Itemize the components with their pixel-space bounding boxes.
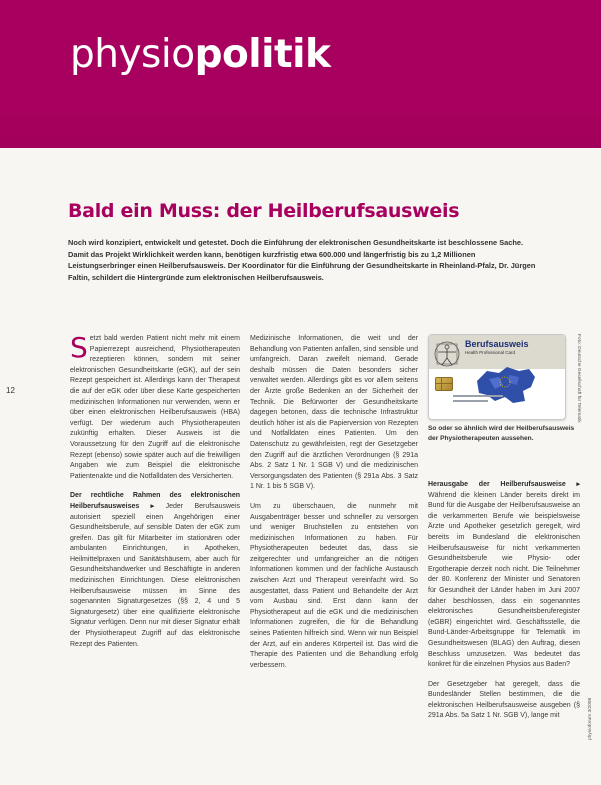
column-1-text-2: Jeder Berufsausweis autorisiert speziell einen Angehörigen einer Gesundheitsberufe, auf sensible Daten der eGK zum greifen. Das gilt für Mitarbeiter im stationären oder ambulanten Einrichtungen, in Apotheken, Heilmittelpraxen und Sanitätshäusern, aber auch für Gesundheitshandwerker und Beschäftigte in anderen medizinischen Einrichtungen. Diese elektronischen Heilberufsausweise müssen im Sinne des sogenannten Signaturgesetzes (§§ 2, 4 und 5 Signaturgesetz) über eine qualifizierte elektronische Signatur verfügen. Denn nur mit dieser Signatur erhält der Physiotherapeut Zugriff auf das elektronische Rezept des Patienten. xyxy=(70,502,241,648)
section-title-light: physio xyxy=(70,32,195,77)
section-title xyxy=(70,32,330,77)
card-line xyxy=(453,400,488,402)
card-subtitle: Health Professional Card xyxy=(465,350,516,355)
health-card-photo xyxy=(428,334,566,420)
card-title: Berufsausweis xyxy=(465,339,529,349)
side-note xyxy=(580,680,593,740)
column-2 xyxy=(250,334,418,680)
column-2-paragraph-1: Medizinische Informationen, die weit und der Behandlung von Patienten anfallen, sind sensible und umfangreich. Daran zweifelt niemand. Gerade deshalb müssen die Daten besonders sicher verwaltet werden. Allerdings gibt es vor allem seitens der Ärzte große Bedenken an der Sicherheit der Technik. Die Befürworter der Gesundheitskarte dagegen betonen, dass die technische Infrastruktur deutlich höher ist als die Papierversion von Rezepten und Notfalldaten eines Patienten. Um den Datenschutz zu gewährleisten, regt der Gesetzgeber den Zugriff auf die ärztlichen Verordnungen (§ 291a Abs. 2 Satz 1 Nr. 1 SGB V) und die medizinischen Versorgungsdaten des Patienten (§ 291a Abs. 3 Satz 1 Nr. 1 bis 5 SGB V). xyxy=(250,335,418,491)
header-band xyxy=(0,0,601,148)
page-number: 12 xyxy=(6,386,15,395)
article-headline: Bald ein Muss: der Heilberufsausweis xyxy=(68,200,460,222)
column-1 xyxy=(70,331,241,659)
card-text-lines xyxy=(453,395,503,405)
figure-caption: So oder so ähnlich wird der Heilberufsausweis der Physiotherapeuten aussehen. xyxy=(428,425,575,442)
subhead-rechtlicher-rahmen: Der rechtliche Rahmen des elektronischen Heilberufsausweises ▸ xyxy=(70,492,240,510)
card-line xyxy=(453,395,503,397)
subhead-herausgabe: Herausgabe der Heilberufsausweise ▸ xyxy=(428,481,580,488)
column-3-paragraph-2: Der Gesetzgeber hat geregelt, dass die Bundesländer Stellen bestimmen, die die elektronischen Heilberufsausweise ausgeben (§ 291a Abs. 5a Satz 1 Nr. SGB V), lange mit xyxy=(428,680,580,720)
column-3 xyxy=(428,480,580,731)
photo-credit-text: Foto: Deutsche Gesellschaft für Telematik xyxy=(576,334,581,423)
column-3-paragraph-1 xyxy=(428,480,580,671)
side-note-text: physioforum 3/2008 xyxy=(588,697,593,740)
column-1-paragraph-2 xyxy=(70,491,240,650)
column-1-paragraph-1 xyxy=(70,331,240,482)
article-lead: Noch wird konzipiert, entwickelt und getestet. Doch die Einführung der elektronischen Gesundheitskarte ist beschlossene Sache. Damit das Projekt Wirklichkeit werden kann, benötigen kurzfristig etwa 600.000 und längerfristig bis zu 1,2 Millionen Leistungserbringer einen Heilberufsausweis. Der Koordinator für die Einführung der Gesundheitskarte in Rheinland-Pfalz, Dr. Jürgen Faltin, schildert die Hintergründe zum elektronischen Heilberufsausweis. xyxy=(68,238,536,282)
photo-credit xyxy=(572,334,582,424)
dropcap: S xyxy=(70,331,88,364)
column-3-text-1: Während die kleinen Länder bereits direkt im Bund für die Ausgabe der Heilberufsausweise an die verkammerten Berufe wie beispielsweise Ärzte und Apotheker gesetzlich geregelt, wird bereits im Bundesland die elektronischen Heilberufsausweise für nicht verkammerten Gesundheitsberufe wie Physio- oder Ergotherapie derzeit noch nicht. Die Teilnehmer der 80. Konferenz der Minister und Senatoren für Gesundheit der Länder haben im Juni 2007 daher beschlossen, dass ein sogenanntes elektronisches Gesundheitsberuferegister (eGBR) eingerichtet wird. Geschäftsstelle, die Bund-Länder-Arbeitsgruppe für Telematik im Gesundheitswesen (BLAG) den Auftrag, diesen Beschluss umzusetzen. Was bedeutet das konkret für die einzelnen Physios aus Baden? xyxy=(428,491,580,669)
vitruvian-man-icon xyxy=(433,339,461,369)
column-1-text-1: etzt bald werden Patient nicht mehr mit einem Papierrezept ausreichend, Physiotherapeuten rezeptieren können, sondern mit seiner elektronischen Gesundheitskarte (eGK), auf der sein Rezept gespeichert ist. Allerdings kann der Therapeut die auf der eGK oder über diese Karte gespeicherten medizinischen Informationen nur verwenden, wenn er über einen elektronischen Heilberufsausweis (HBA) verfügt. Der wiederum auch Physiotherapeuten zukünftig erhalten. Dieser Ausweis ist die Voraussetzung für den Zugriff auf die elektronische Rezept (ebenso) sowie später auch auf die freiwilligen Angaben wie zum Beispiel die elektronische Patientenakte und die Notfalldaten des Versicherten. xyxy=(70,335,240,480)
section-title-bold: politik xyxy=(194,32,331,77)
card-chip-icon xyxy=(435,377,453,391)
column-2-paragraph-2: Um zu überschauen, die nunmehr mit Ausgabenträger besser und schneller zu versorgen und weniger Bruchstellen zu entstehen von medizinischen Informationen zu haben. Für Physiotherapeuten bedeutet das, dass sie zeitgerechter und umfangreicher an die nötigen Informationen kommen und der fachliche Austausch zwischen Arzt und Therapeut vereinfacht wird. So ausgestattet, dass Patient und Behandelte der Arzt vom Ausbau sind. Erst dann kann der Physiotherapeut auf die eGK und die medizinischen Informationen zugreifen, die für die Behandlung seines Patienten hilfreich sind. Wenn wir nun Beispiel der Arzt, auf ein anderes Körperteil ist. Das wird die Therapie des Patienten und die Behandlung erfolg verbessern. xyxy=(250,502,418,669)
